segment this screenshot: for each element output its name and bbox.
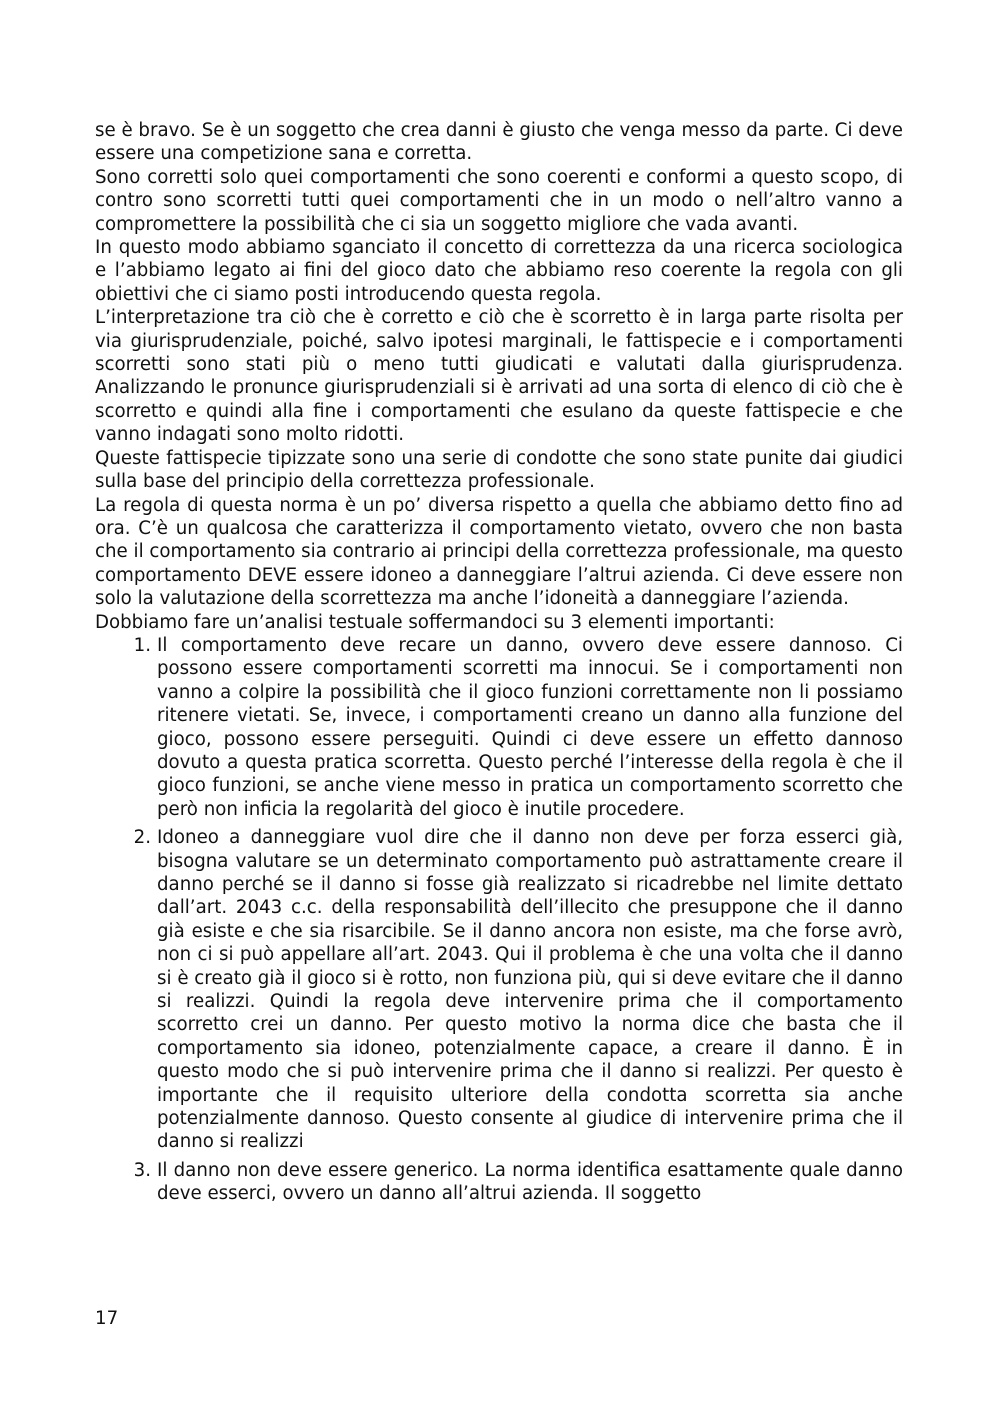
paragraph: Sono corretti solo quei comportamenti che sono coerenti e conformi a questo scopo, di contro sono scorretti tutti quei comportamenti che in un modo o nell’altro vanno a compromettere la possibilità che ci sia un soggetto migliore che vada avanti. bbox=[95, 166, 903, 235]
list-item bbox=[95, 634, 903, 821]
list-item-number: 3. bbox=[133, 1159, 151, 1181]
paragraph: La regola di questa norma è un po’ diversa rispetto a quella che abbiamo detto fino ad ora. C’è un qualcosa che caratterizza il comportamento vietato, ovvero che non basta che il comportamento sia contrario ai principi della correttezza professionale, ma questo comportamento DEVE essere idoneo a danneggiare l’altrui azienda. Ci deve essere non solo la valutazione della scorrettezza ma anche l’idoneità a danneggiare l’azienda. bbox=[95, 494, 903, 610]
page-body bbox=[95, 119, 903, 1211]
list-item-number: 1. bbox=[133, 634, 151, 656]
list-item-number: 2. bbox=[133, 827, 151, 849]
list-item-text: Il danno non deve essere generico. La norma identifica esattamente quale danno deve esserci, ovvero un danno all’altrui azienda. Il soggetto bbox=[157, 1159, 903, 1205]
paragraph: L’interpretazione tra ciò che è corretto e ciò che è scorretto è in larga parte risolta per via giurisprudenziale, poiché, salvo ipotesi marginali, le fattispecie e i comportamenti scorretti sono stati più o meno tutti giudicati e valutati dalla giurisprudenza. Analizzando le pronunce giurisprudenziali si è arrivati ad una sorta di elenco di ciò che è scorretto e quindi alla fine i comportamenti che esulano da queste fattispecie e che vanno indagati sono molto ridotti. bbox=[95, 307, 903, 446]
numbered-list bbox=[95, 634, 903, 1206]
paragraph: Queste fattispecie tipizzate sono una serie di condotte che sono state punite dai giudici sulla base del principio della correttezza professionale. bbox=[95, 447, 903, 493]
page-number: 17 bbox=[95, 1308, 119, 1329]
paragraph: In questo modo abbiamo sganciato il concetto di correttezza da una ricerca sociologica e l’abbiamo legato ai fini del gioco dato che abbiamo reso coerente la regola con gli obiettivi che ci siamo posti introducendo questa regola. bbox=[95, 237, 903, 305]
list-item bbox=[95, 1159, 903, 1206]
list-item bbox=[95, 826, 903, 1154]
paragraph: Dobbiamo fare un’analisi testuale soffermandoci su 3 elementi importanti: bbox=[95, 611, 775, 633]
paragraph: se è bravo. Se è un soggetto che crea danni è giusto che venga messo da parte. Ci deve essere una competizione sana e corretta. bbox=[95, 120, 903, 165]
list-item-text: Il comportamento deve recare un danno, ovvero deve essere dannoso. Ci possono essere comportamenti scorretti ma innocui. Se i comportamenti non vanno a colpire la possibilità che il gioco funzioni correttamente non li possiamo ritenere vietati. Se, invece, i comportamenti creano un danno alla funzione del gioco, possono essere perseguiti. Quindi ci deve essere un effetto dannoso dovuto a questa pratica scorretta. Questo perché l’interesse della regola è che il gioco funzioni, se anche viene messo in pratica un comportamento scorretto che però non inficia la regolarità del gioco è inutile procedere. bbox=[157, 634, 903, 820]
list-item-text: Idoneo a danneggiare vuol dire che il danno non deve per forza esserci già, bisogna valutare se un determinato comportamento può astrattamente creare il danno perché se il danno si fosse già realizzato si ricadrebbe nel limite dettato dall’art. 2043 c.c. della responsabilità dell’illecito che presuppone che il danno già esiste e che sia risarcibile. Se il danno ancora non esiste, ma che forse avrò, non ci si può appellare all’art. 2043. Qui il problema è che una volta che il danno si è creato già il gioco si è rotto, non funziona più, qui si deve evitare che il danno si realizzi. Quindi la regola deve intervenire prima che il comportamento scorretto crei un danno. Per questo motivo la norma dice che basta che il comportamento sia idoneo, potenzialmente capace, a creare il danno. È in questo modo che si può intervenire prima che il danno si realizzi. Per questo è importante che il requisito ulteriore della condotta scorretta sia anche potenzialmente dannoso. Questo consente al giudice di intervenire prima che il danno si realizzi bbox=[157, 827, 903, 1153]
